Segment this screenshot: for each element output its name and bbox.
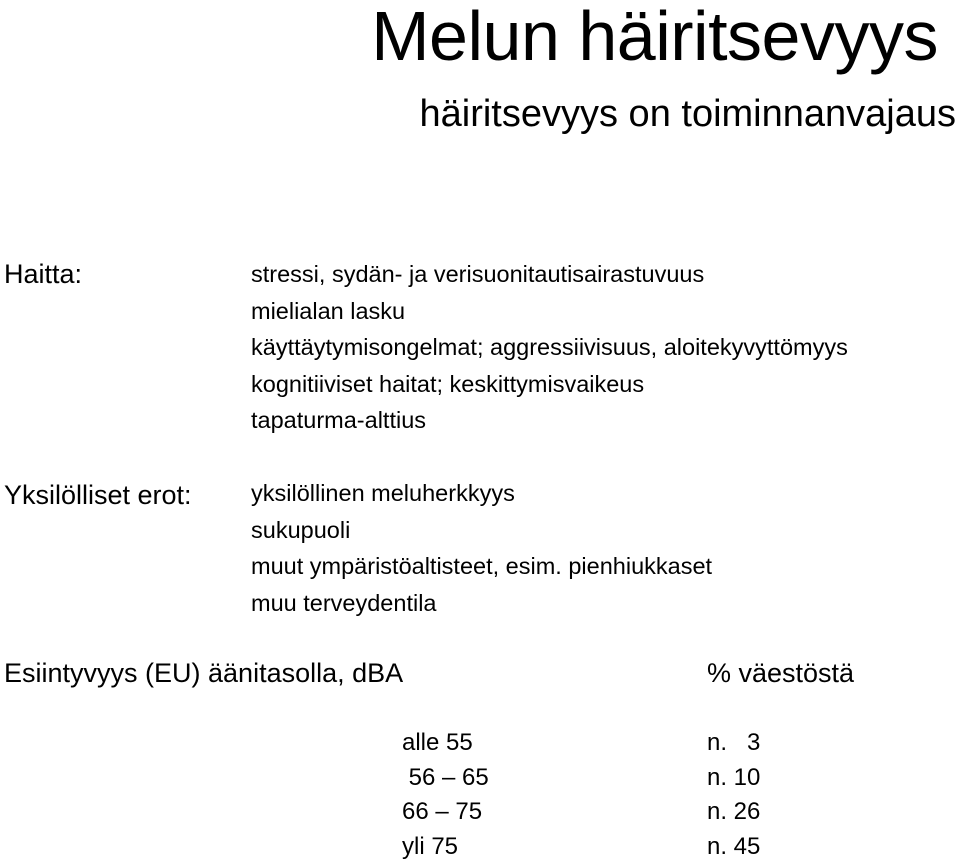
level-value: alle 55 — [402, 729, 473, 756]
percent-value: n. 45 — [707, 833, 761, 861]
level-value: 56 – 65 — [402, 763, 489, 791]
level-column — [402, 726, 489, 865]
list-item: tapaturma-alttius — [251, 407, 427, 433]
page-subtitle: häiritsevyys on toiminnanvajaus — [419, 93, 956, 135]
list-item: kognitiiviset haitat; keskittymisvaikeus — [251, 370, 645, 397]
page-title: Melun häiritsevyys — [371, 0, 938, 75]
haitta-list — [251, 256, 848, 439]
list-item: muu terveydentila — [251, 589, 437, 616]
percent-value: n. 26 — [707, 798, 761, 826]
erot-list — [251, 475, 712, 621]
percent-column-label: % väestöstä — [707, 658, 855, 688]
percent-column — [707, 726, 760, 865]
erot-label: Yksilölliset erot: — [4, 480, 192, 510]
list-item: mielialan lasku — [251, 297, 406, 324]
level-value: 66 – 75 — [402, 798, 483, 826]
haitta-label: Haitta: — [4, 259, 83, 289]
list-item: stressi, sydän- ja verisuonitautisairastuvuus — [251, 261, 705, 287]
list-item: käyttäytymisongelmat; aggressiivisuus, aloitekyvyttömyys — [251, 334, 848, 360]
list-item: yksilöllinen meluherkkyys — [251, 480, 515, 506]
list-item: sukupuoli — [251, 516, 351, 543]
percent-value: n. 10 — [707, 763, 761, 791]
percent-value: n. 3 — [707, 729, 761, 756]
level-value: yli 75 — [402, 833, 459, 861]
list-item: muut ympäristöaltisteet, esim. pienhiukkaset — [251, 553, 713, 579]
esiintyvyys-label: Esiintyvyys (EU) äänitasolla, dBA — [4, 658, 404, 688]
